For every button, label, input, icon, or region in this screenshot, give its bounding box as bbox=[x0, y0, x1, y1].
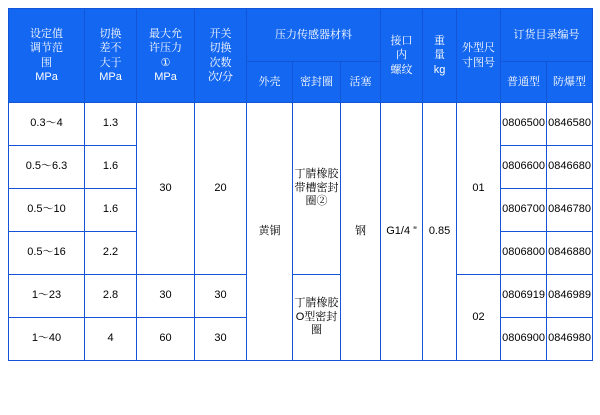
header-setting-range bbox=[9, 9, 85, 103]
cell-switch-count-group1: 20 bbox=[195, 103, 247, 275]
header-thread bbox=[381, 9, 423, 103]
header-piston: 活塞 bbox=[341, 62, 381, 103]
header-line: 量 bbox=[434, 49, 446, 62]
header-line: ① bbox=[160, 56, 171, 69]
header-explosion-proof-type: 防爆型 bbox=[547, 62, 593, 103]
cell-switch-diff: 2.2 bbox=[85, 232, 137, 275]
header-line: 切换 bbox=[209, 42, 232, 55]
table-row bbox=[9, 275, 593, 318]
header-catalog-number: 订货目录编号 bbox=[501, 9, 593, 62]
cell-catalog-standard: 0806600 bbox=[501, 146, 547, 189]
cell-setting-range: 0.5～10 bbox=[9, 189, 85, 232]
cell-catalog-ex: 0846989 bbox=[547, 275, 593, 318]
cell-catalog-ex: 0846780 bbox=[547, 189, 593, 232]
header-line: 大于 bbox=[99, 56, 122, 69]
header-line: 内 bbox=[396, 49, 408, 62]
cell-max-pressure: 60 bbox=[137, 318, 195, 361]
cell-seal-group1: 丁腈橡胶带槽密封圈② bbox=[293, 103, 341, 275]
cell-setting-range: 0.5～6.3 bbox=[9, 146, 85, 189]
cell-switch-diff: 1.3 bbox=[85, 103, 137, 146]
header-line: MPa bbox=[35, 70, 58, 83]
cell-catalog-ex: 0846680 bbox=[547, 146, 593, 189]
cell-piston: 钢 bbox=[341, 103, 381, 361]
cell-setting-range: 1～40 bbox=[9, 318, 85, 361]
header-line: 重 bbox=[434, 35, 446, 48]
header-line: 差不 bbox=[99, 42, 122, 55]
header-line: MPa bbox=[154, 70, 177, 83]
cell-setting-range: 1～23 bbox=[9, 275, 85, 318]
cell-catalog-standard: 0806900 bbox=[501, 318, 547, 361]
table-row bbox=[9, 103, 593, 146]
header-standard-type: 普通型 bbox=[501, 62, 547, 103]
cell-seal-group2: 丁腈橡胶O型密封圈 bbox=[293, 275, 341, 361]
header-switch-count bbox=[195, 9, 247, 103]
header-dimension-drawing bbox=[457, 9, 501, 103]
header-switch-diff bbox=[85, 9, 137, 103]
cell-switch-diff: 2.8 bbox=[85, 275, 137, 318]
cell-switch-diff: 1.6 bbox=[85, 189, 137, 232]
cell-switch-diff: 1.6 bbox=[85, 146, 137, 189]
header-line: kg bbox=[433, 63, 446, 76]
header-line: 外型尺 bbox=[462, 42, 496, 55]
header-row-primary bbox=[9, 9, 593, 62]
cell-switch-count: 30 bbox=[195, 275, 247, 318]
cell-switch-count: 30 bbox=[195, 318, 247, 361]
table-body bbox=[9, 103, 593, 361]
cell-catalog-standard: 0806500 bbox=[501, 103, 547, 146]
cell-drawing-group2: 02 bbox=[457, 275, 501, 361]
cell-switch-diff: 4 bbox=[85, 318, 137, 361]
cell-setting-range: 0.5～16 bbox=[9, 232, 85, 275]
table-header bbox=[9, 9, 593, 103]
cell-max-pressure: 30 bbox=[137, 275, 195, 318]
header-housing: 外壳 bbox=[247, 62, 293, 103]
header-line: 接口 bbox=[390, 35, 413, 48]
header-line: 次数 bbox=[209, 56, 232, 69]
cell-catalog-ex: 0846980 bbox=[547, 318, 593, 361]
cell-weight: 0.85 bbox=[423, 103, 457, 361]
header-sensor-material: 压力传感器材料 bbox=[247, 9, 381, 62]
cell-catalog-standard: 0806700 bbox=[501, 189, 547, 232]
header-line: 围 bbox=[41, 56, 52, 69]
cell-housing: 黄铜 bbox=[247, 103, 293, 361]
header-seal-ring: 密封圈 bbox=[293, 62, 341, 103]
spec-sheet bbox=[0, 8, 600, 415]
header-line: 寸图号 bbox=[462, 56, 496, 69]
header-line: MPa bbox=[99, 70, 122, 83]
cell-catalog-standard: 0806919 bbox=[501, 275, 547, 318]
header-line: 设定值 bbox=[30, 27, 63, 40]
cell-setting-range: 0.3～4 bbox=[9, 103, 85, 146]
header-line: 许压力 bbox=[149, 42, 182, 55]
cell-catalog-ex: 0846880 bbox=[547, 232, 593, 275]
header-line: 切换 bbox=[99, 27, 122, 40]
cell-catalog-standard: 0806800 bbox=[501, 232, 547, 275]
header-weight bbox=[423, 9, 457, 103]
header-max-pressure bbox=[137, 9, 195, 103]
header-line: 开关 bbox=[209, 27, 232, 40]
cell-catalog-ex: 0846580 bbox=[547, 103, 593, 146]
header-line: 螺纹 bbox=[390, 63, 413, 76]
header-line: 次/分 bbox=[207, 70, 234, 83]
cell-max-pressure-group1: 30 bbox=[137, 103, 195, 275]
header-line: 最大允 bbox=[149, 27, 182, 40]
cell-drawing-group1: 01 bbox=[457, 103, 501, 275]
header-line: 调节范 bbox=[30, 42, 63, 55]
cell-thread: G1/4 ” bbox=[381, 103, 423, 361]
specification-table bbox=[8, 8, 593, 361]
